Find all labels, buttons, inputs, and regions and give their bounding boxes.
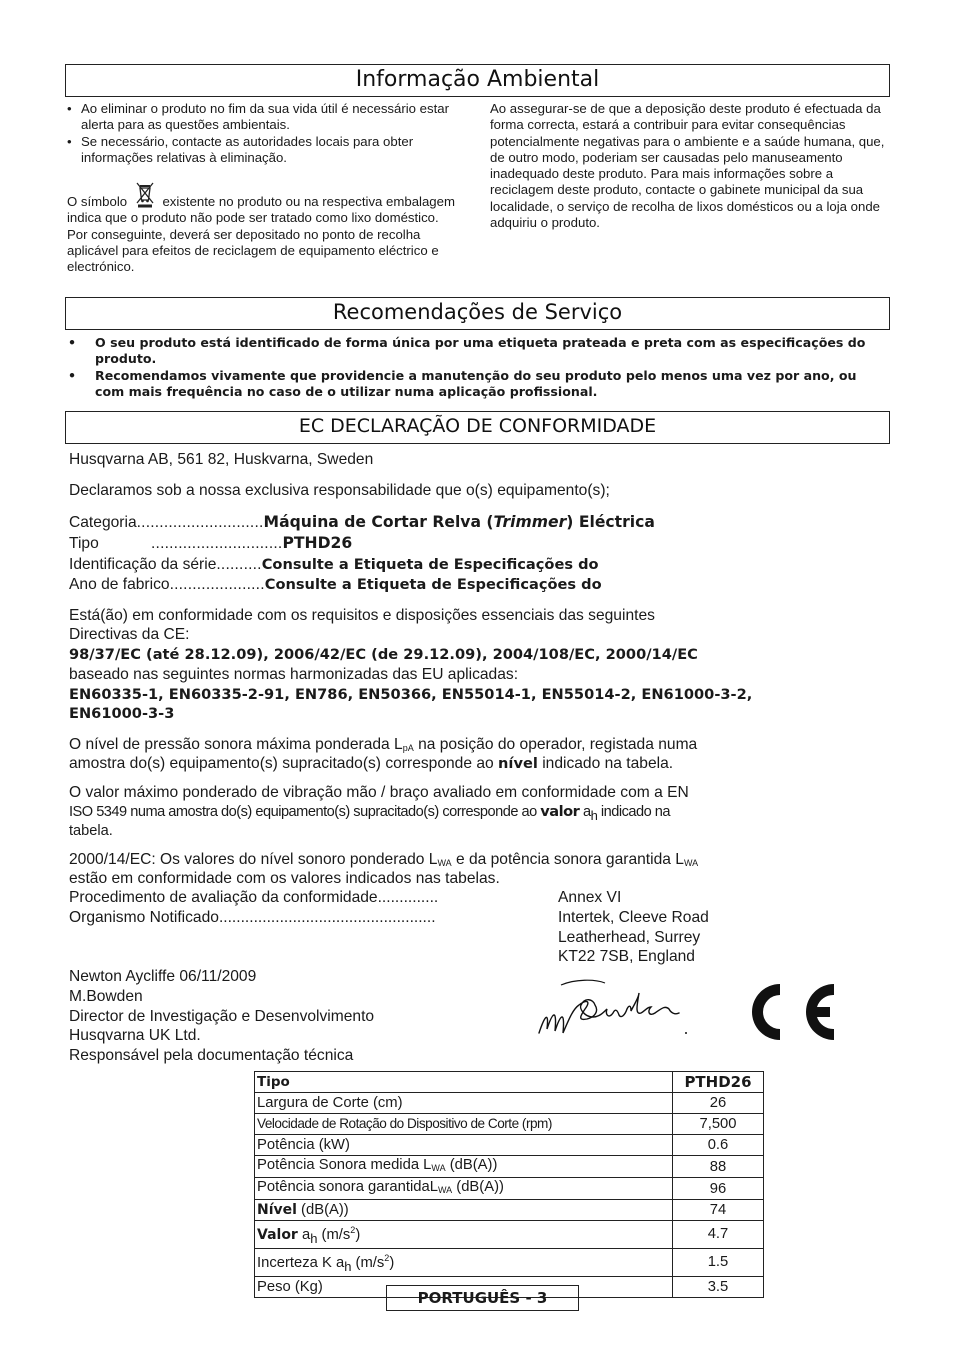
uncertainty-h: h xyxy=(344,1258,352,1274)
environment-left-column xyxy=(67,101,462,276)
cutting-width-label: Largura de Corte (cm) xyxy=(255,1093,673,1114)
serie-value: Consulte a Etiqueta de Especificações do xyxy=(261,556,599,573)
vibration-unit: (m/s xyxy=(317,1226,351,1243)
conformity-line-2: Directivas da CE: xyxy=(69,626,190,643)
vibration-line-1: O valor máximo ponderado de vibração mão / braço avaliado em conformidade com a EN xyxy=(69,784,689,801)
measured-sound-power-value: 88 xyxy=(673,1156,764,1178)
procedure-label: Procedimento de avaliação da conformidade.............. xyxy=(69,889,439,906)
sign-company: Husqvarna UK Ltd. xyxy=(69,1027,201,1044)
vibration-value-word: valor xyxy=(540,803,580,820)
lwa-subscript-1: WA xyxy=(437,858,452,868)
manufacturer-address: Husqvarna AB, 561 82, Huskvarna, Sweden xyxy=(69,451,374,468)
conformity-line-1: Está(ão) em conformidade com os requisitos e disposições essenciais das seguintes xyxy=(69,607,655,624)
notified-body-line-1: Intertek, Cleeve Road xyxy=(558,909,709,926)
environment-title: Informação Ambiental xyxy=(355,67,600,92)
vibration-line-3: tabela. xyxy=(69,823,113,839)
uncertainty-sup: 2 xyxy=(384,1252,390,1263)
lwa-subscript-2: WA xyxy=(683,858,699,868)
environment-bullet-1: • Ao eliminar o produto no fim da sua vida útil é necessário estar alerta para as questões ambientais. xyxy=(67,101,462,134)
vibration-close: ) xyxy=(355,1226,361,1243)
weight-label: Peso (Kg) xyxy=(255,1276,673,1297)
rotation-speed-label: Velocidade de Rotação do Dispositivo de Corte (rpm) xyxy=(255,1114,673,1135)
table-row xyxy=(255,1114,764,1135)
sign-role: Director de Investigação e Desenvolvimento xyxy=(69,1008,375,1025)
declaration-title-box xyxy=(65,411,890,444)
vibration-a: a xyxy=(297,1226,311,1243)
ano-label: Ano de fabrico xyxy=(69,576,170,593)
vibration-h: h xyxy=(310,1230,318,1246)
categoria-value-a: Máquina de Cortar Relva ( xyxy=(263,513,494,531)
measured-sound-text: Potência Sonora medida L xyxy=(257,1157,432,1173)
guaranteed-sound-power-label xyxy=(255,1178,673,1200)
tipo-dots: ............................. xyxy=(151,535,283,552)
tipo-value: PTHD26 xyxy=(282,534,353,552)
crossed-bin-icon xyxy=(134,182,156,206)
table-row xyxy=(255,1093,764,1114)
vibration-word: Valor xyxy=(257,1226,298,1243)
noise-text-b: na posição do operador, registada numa xyxy=(413,736,698,753)
guaranteed-sound-power-value: 96 xyxy=(673,1178,764,1200)
noise-text-d: indicado na tabela. xyxy=(537,755,674,772)
tipo-label: Tipo xyxy=(69,535,99,552)
categoria-value-b: Trimmer xyxy=(493,513,567,531)
notified-body-label: Organismo Notificado.................................................. xyxy=(69,909,436,926)
symbol-text-before: O símbolo xyxy=(67,194,128,210)
categoria-label: Categoria xyxy=(69,514,137,531)
measured-sound-sub: WA xyxy=(431,1163,446,1173)
notified-body-line-3: KT22 7SB, England xyxy=(558,948,695,965)
cutting-width-value: 26 xyxy=(673,1093,764,1114)
ce-mark-icon xyxy=(740,980,835,1044)
environment-bullet-2: • Se necessário, contacte as autoridades locais para obter informações relativas à eliminação. xyxy=(67,134,462,167)
vibration-line-2 xyxy=(69,802,670,825)
weight-value: 3.5 xyxy=(673,1276,764,1297)
symbol-text-after: existente no produto ou na respectiva embalagem indica que o produto não pode ser tratado como lixo doméstico. Por conseguinte, deverá ser depositado no ponto de recolha aplicável para efeitos de reciclagem de equipamento eléctrico e electrónico. xyxy=(67,194,455,275)
categoria-dots: ............................ xyxy=(136,514,264,531)
service-title: Recomendações de Serviço xyxy=(332,300,623,324)
power-value: 0.6 xyxy=(673,1135,764,1156)
guaranteed-sound-unit: (dB(A)) xyxy=(452,1179,504,1195)
table-row xyxy=(255,1156,764,1178)
notified-body-line-2: Leatherhead, Surrey xyxy=(558,929,701,946)
page-footer: PORTUGUÊS - 3 xyxy=(386,1285,579,1311)
table-header-label: Tipo xyxy=(255,1072,673,1093)
lwa-line-2: estão em conformidade com os valores indicados nas tabelas. xyxy=(69,870,500,887)
ano-line xyxy=(69,575,602,594)
norms-line-2: EN61000-3-3 xyxy=(69,705,175,722)
sound-level-label xyxy=(255,1200,673,1221)
sign-name: M.Bowden xyxy=(69,988,143,1005)
noise-level-word: nível xyxy=(498,755,538,772)
vibration-value-label xyxy=(255,1221,673,1249)
environment-title-box xyxy=(65,64,890,97)
table-row xyxy=(255,1200,764,1221)
lwa-text-b: e da potência sonora garantida L xyxy=(451,851,684,868)
categoria-line xyxy=(69,513,655,532)
service-title-box xyxy=(65,297,890,330)
uncertainty-value: 1.5 xyxy=(673,1248,764,1276)
vibration-text-a: ISO 5349 numa amostra do(s) equipamento(s) supracitado(s) corresponde ao xyxy=(69,804,541,820)
service-item-1: • O seu produto está identificado de forma única por uma etiqueta prateada e preta com as especificações do produto. xyxy=(68,335,888,368)
noise-pressure-line-2 xyxy=(69,754,673,773)
norms-line-1: EN60335-1, EN60335-2-91, EN786, EN50366, EN55014-1, EN55014-2, EN61000-3-2, xyxy=(69,686,753,703)
table-row xyxy=(255,1135,764,1156)
measured-sound-power-label xyxy=(255,1156,673,1178)
ano-dots: ..................... xyxy=(169,576,265,593)
uncertainty-label xyxy=(255,1248,673,1276)
table-row xyxy=(255,1248,764,1276)
serie-line xyxy=(69,555,599,574)
specification-table xyxy=(254,1071,764,1298)
guaranteed-sound-sub: WA xyxy=(437,1185,453,1195)
table-header-row xyxy=(255,1072,764,1093)
sign-responsibility: Responsável pela documentação técnica xyxy=(69,1047,354,1064)
environment-right-column: Ao assegurar-se de que a deposição deste produto é efectuada da forma correcta, estará a contribuir para evitar consequências potencialmente negativas para o ambiente e a saúde humana, que, de outro modo, poderiam ser causadas pelo manuseamento inadequado deste produto. Para mais informações sobre a reciclagem deste produto, contacte o gabinete municipal da sua localidade, o serviço de recolha de lixos domésticos ou a loja onde adquiriu o produto. xyxy=(490,101,885,231)
tipo-line xyxy=(69,534,352,553)
sound-level-word: Nível xyxy=(257,1202,297,1218)
declaration-intro: Declaramos sob a nossa exclusiva responsabilidade que o(s) equipamento(s); xyxy=(69,482,610,499)
procedure-value: Annex VI xyxy=(558,889,622,906)
sound-level-value: 74 xyxy=(673,1200,764,1221)
handwritten-signature xyxy=(535,975,695,1045)
power-label: Potência (kW) xyxy=(255,1135,673,1156)
ah-subscript: h xyxy=(590,808,598,823)
directives-list: 98/37/EC (até 28.12.09), 2006/42/EC (de 29.12.09), 2004/108/EC, 2000/14/EC xyxy=(69,646,698,663)
sound-level-unit: (dB(A)) xyxy=(296,1202,349,1218)
serie-dots: .......... xyxy=(216,556,262,573)
harmonised-standards-intro: baseado nas seguintes normas harmonizadas das EU aplicadas: xyxy=(69,666,519,683)
guaranteed-sound-text: Potência sonora garantidaL xyxy=(257,1179,438,1195)
vibration-text-c: indicado na xyxy=(597,804,671,820)
noise-text-a: O nível de pressão sonora máxima ponderada L xyxy=(69,736,403,753)
lwa-text-a: 2000/14/EC: Os valores do nível sonoro ponderado L xyxy=(69,851,438,868)
table-header-value: PTHD26 xyxy=(673,1072,764,1093)
noise-text-c: amostra do(s) equipamento(s) supracitado(s) corresponde ao xyxy=(69,755,499,772)
sign-place-date: Newton Aycliffe 06/11/2009 xyxy=(69,968,257,985)
table-row xyxy=(255,1178,764,1200)
uncertainty-text: Incerteza K a xyxy=(257,1254,345,1271)
vibration-text-b: a xyxy=(579,804,591,820)
service-list xyxy=(68,335,888,400)
vibration-sup: 2 xyxy=(350,1225,356,1235)
uncertainty-close: ) xyxy=(389,1254,395,1271)
table-row xyxy=(255,1221,764,1249)
categoria-value-c: ) Eléctrica xyxy=(566,513,655,531)
uncertainty-unit: (m/s xyxy=(351,1254,385,1271)
ano-value: Consulte a Etiqueta de Especificações do xyxy=(264,576,602,593)
vibration-value: 4.7 xyxy=(673,1221,764,1249)
service-item-2: • Recomendamos vivamente que providencie a manutenção do seu produto pelo menos uma vez por ano, ou com mais frequência no caso de o utilizar numa aplicação profissional. xyxy=(68,368,888,401)
declaration-title: EC DECLARAÇÃO DE CONFORMIDADE xyxy=(298,415,657,437)
rotation-speed-value: 7,500 xyxy=(673,1114,764,1135)
environment-symbol-paragraph xyxy=(67,182,462,275)
measured-sound-unit: (dB(A)) xyxy=(445,1157,498,1173)
serie-label: Identificação da série xyxy=(69,556,217,573)
lpa-subscript: pA xyxy=(402,743,414,753)
